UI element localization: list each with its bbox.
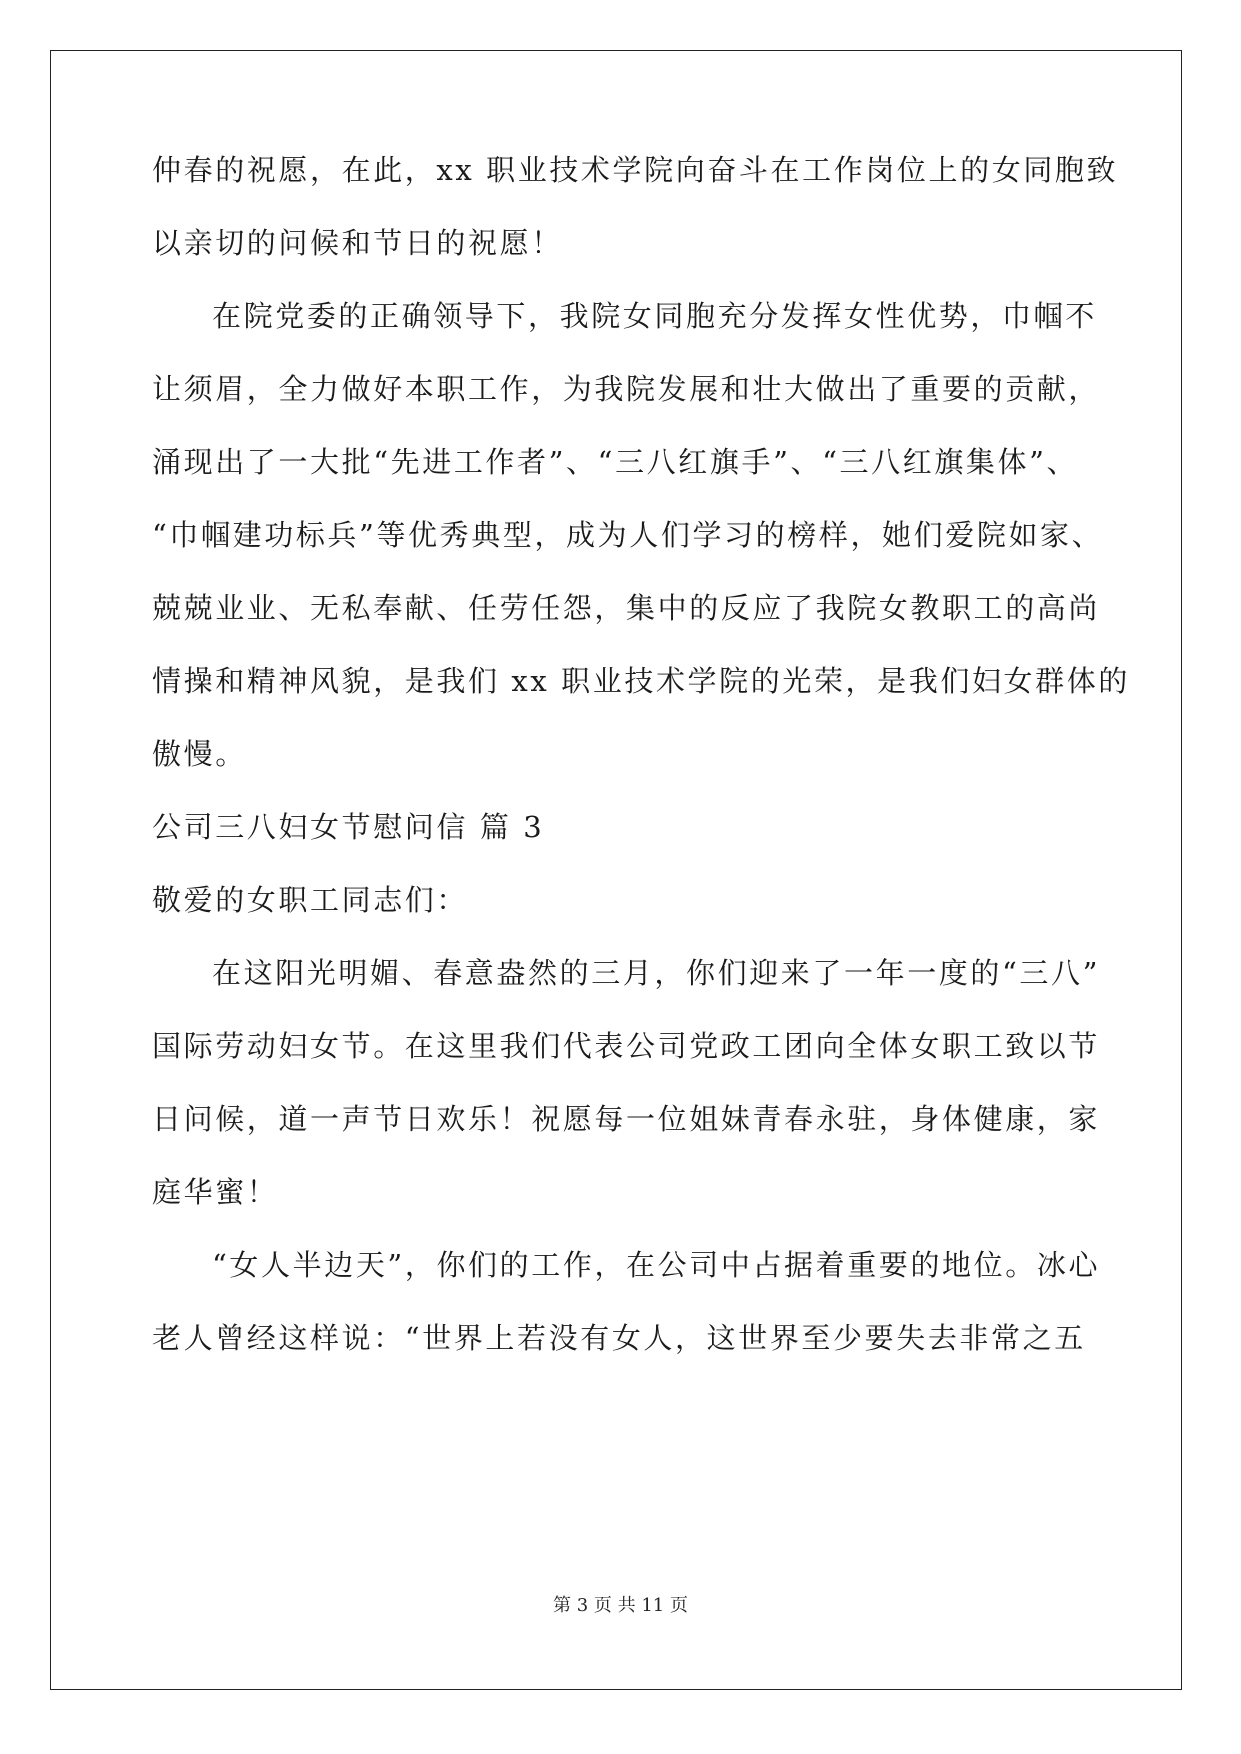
- paragraph-line: “巾帼建功标兵”等优秀典型，成为人们学习的榜样，她们爱院如家、: [152, 518, 1104, 552]
- paragraph-line: 在院党委的正确领导下，我院女同胞充分发挥女性优势，巾帼不: [212, 299, 1097, 333]
- paragraph-line: 以亲切的问候和节日的祝愿！: [152, 226, 563, 260]
- paragraph-line: 日问候，道一声节日欢乐！祝愿每一位姐妹青春永驻，身体健康，家: [152, 1102, 1101, 1136]
- page-border: [50, 50, 1182, 1690]
- paragraph-line: 仲春的祝愿，在此，xx 职业技术学院向奋斗在工作岗位上的女同胞致: [152, 153, 1119, 187]
- paragraph-line: 傲慢。: [152, 737, 247, 771]
- paragraph-line: 庭华蜜！: [152, 1175, 279, 1209]
- paragraph-line: 情操和精神风貌，是我们 xx 职业技术学院的光荣，是我们妇女群体的: [152, 664, 1130, 698]
- salutation: 敬爱的女职工同志们：: [152, 883, 469, 917]
- paragraph-line: 让须眉，全力做好本职工作，为我院发展和壮大做出了重要的贡献，: [152, 372, 1101, 406]
- paragraph-line: 涌现出了一大批“先进工作者”、“三八红旗手”、“三八红旗集体”、: [152, 445, 1079, 479]
- section-heading: 公司三八妇女节慰问信 篇 3: [152, 810, 545, 844]
- paragraph-line: 在这阳光明媚、春意盎然的三月，你们迎来了一年一度的“三八”: [212, 956, 1101, 990]
- paragraph-line: “女人半边天”，你们的工作，在公司中占据着重要的地位。冰心: [212, 1248, 1101, 1282]
- paragraph-line: 国际劳动妇女节。在这里我们代表公司党政工团向全体女职工致以节: [152, 1029, 1101, 1063]
- paragraph-line: 兢兢业业、无私奉献、任劳任怨，集中的反应了我院女教职工的高尚: [152, 591, 1101, 625]
- page-number-footer: 第 3 页 共 11 页: [553, 1595, 688, 1616]
- paragraph-line: 老人曾经这样说：“世界上若没有女人，这世界至少要失去非常之五: [152, 1321, 1086, 1355]
